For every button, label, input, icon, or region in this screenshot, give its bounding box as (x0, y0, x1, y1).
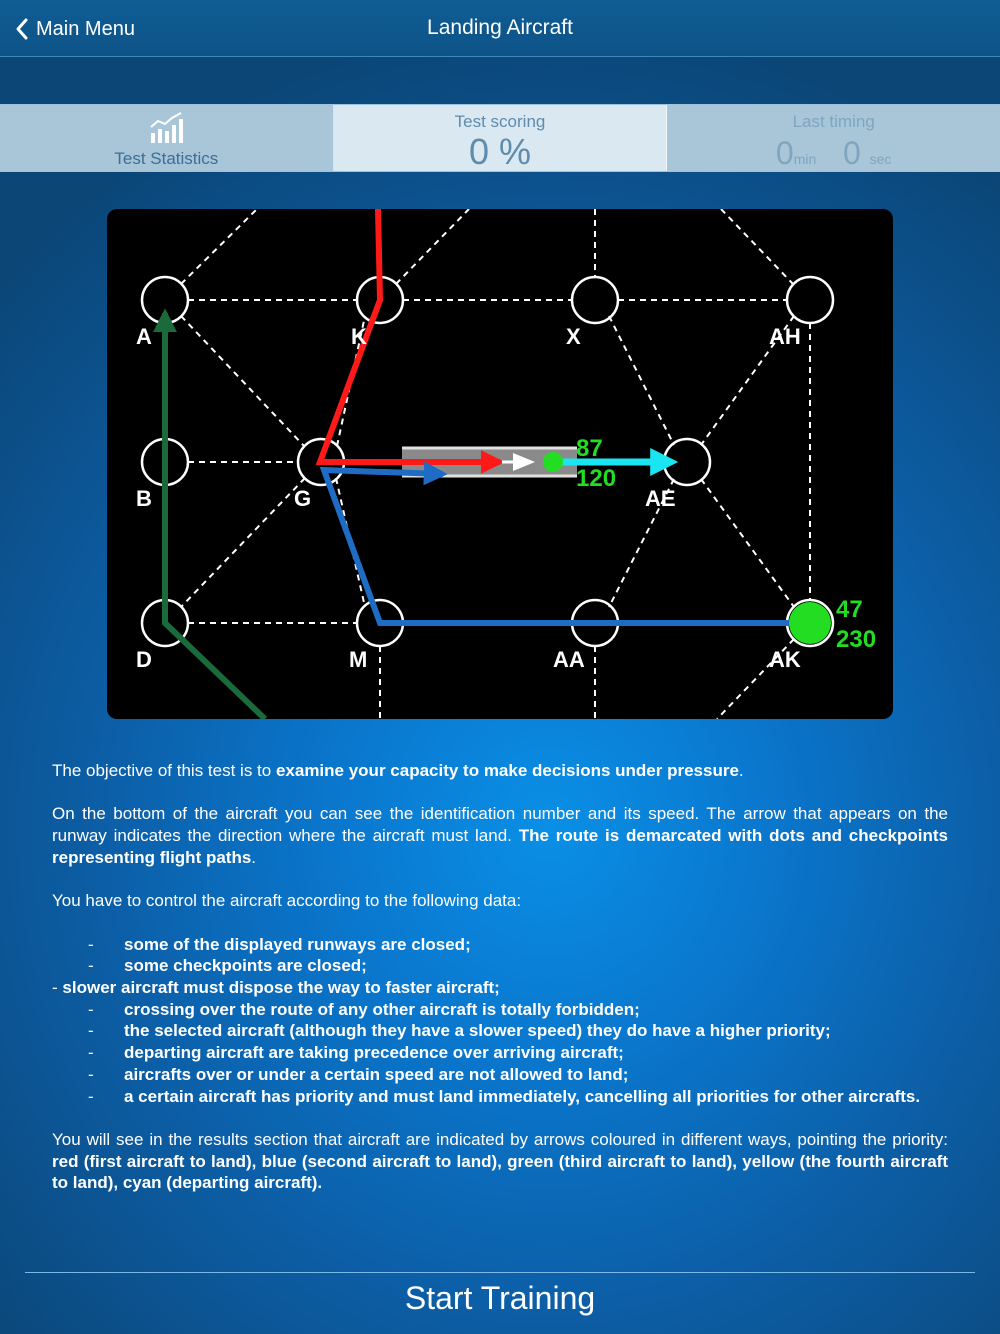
test-scoring-label: Test scoring (454, 112, 546, 131)
rule-item: - some checkpoints are closed; (88, 956, 367, 976)
description-aircraft-info: On the bottom of the aircraft you can see the identification number and its speed. The arrow that appears on the runway indicates the direction where the aircraft must land. The route is demarcated with dots and checkpoints representing flight paths. (52, 804, 948, 867)
label-m: M (349, 647, 368, 672)
label-ak: AK (769, 647, 801, 672)
description-objective: The objective of this test is to examine your capacity to make decisions under pressure. (52, 761, 744, 780)
aircraft-47-id: 47 (836, 596, 863, 623)
checkpoint-ah[interactable] (787, 277, 833, 323)
rules-list (52, 934, 948, 1108)
label-a: A (136, 324, 152, 349)
label-aa: AA (553, 647, 585, 672)
rule-item: - some of the displayed runways are closed; (88, 934, 471, 954)
last-timing-value (667, 135, 1000, 172)
timing-minutes: 0 (775, 135, 794, 171)
test-statistics-button[interactable] (0, 105, 334, 171)
rule-item: - aircrafts over or under a certain speed are not allowed to land; (88, 1064, 629, 1084)
checkpoint-x[interactable] (572, 277, 618, 323)
rule-item: - crossing over the route of any other aircraft is totally forbidden; (88, 999, 640, 1019)
test-scoring-value: 0 % (468, 131, 532, 172)
back-button-label: Main Menu (36, 17, 135, 40)
test-description (52, 760, 948, 1216)
rule-item: - slower aircraft must dispose the way to faster aircraft; (52, 977, 500, 997)
description-priority-colors: You will see in the results section that aircraft are indicated by arrows coloured in different ways, pointing the priority: red (first aircraft to land), blue (second aircraft to land), green (third aircraft to land), yellow (the fourth aircraft to land), cyan (departing aircraft). (52, 1129, 948, 1193)
aircraft-47[interactable] (789, 602, 831, 644)
aircraft-87[interactable] (543, 452, 563, 472)
red-route-arrow (320, 209, 500, 462)
description-intro-rules: You have to control the aircraft according to the following data: (52, 891, 522, 911)
stats-bar (0, 104, 1000, 172)
rule-item: - a certain aircraft has priority and must land immediately, cancelling all priorities for other aircrafts. (88, 1086, 921, 1106)
flight-map-canvas (107, 209, 893, 719)
label-g: G (294, 486, 312, 511)
footer-divider (25, 1272, 975, 1273)
rule-item: - departing aircraft are taking precedence over arriving aircraft; (88, 1043, 624, 1063)
flight-map (107, 209, 893, 719)
test-statistics-label: Test Statistics (114, 149, 219, 168)
last-timing-panel (667, 105, 1000, 171)
rule-item: - the selected aircraft (although they have a slower speed) they do have a higher priority; (88, 1021, 831, 1041)
start-training-button[interactable]: Start Training (404, 1280, 596, 1316)
navigation-bar (0, 0, 1000, 57)
last-timing-label: Last timing (792, 112, 875, 131)
green-route-arrow (165, 313, 265, 719)
timing-seconds: 0 (842, 135, 861, 171)
aircraft-87-speed: 120 (576, 465, 617, 492)
aircraft-47-speed: 230 (836, 626, 877, 653)
label-b: B (136, 486, 152, 511)
label-d: D (136, 647, 152, 672)
checkpoint-labels (136, 324, 801, 672)
bar-chart-icon (148, 111, 186, 145)
blue-route-arrow (324, 470, 810, 623)
label-ae: AE (645, 486, 676, 511)
label-x: X (566, 324, 581, 349)
label-ah: AH (769, 324, 801, 349)
aircraft-87-id: 87 (576, 435, 603, 462)
test-scoring-panel (334, 105, 668, 171)
checkpoint-ae[interactable] (664, 439, 710, 485)
page-title: Landing Aircraft (427, 16, 573, 39)
timing-minutes-unit: min (793, 151, 817, 167)
label-k: K (351, 324, 367, 349)
timing-seconds-unit: sec (869, 151, 892, 167)
